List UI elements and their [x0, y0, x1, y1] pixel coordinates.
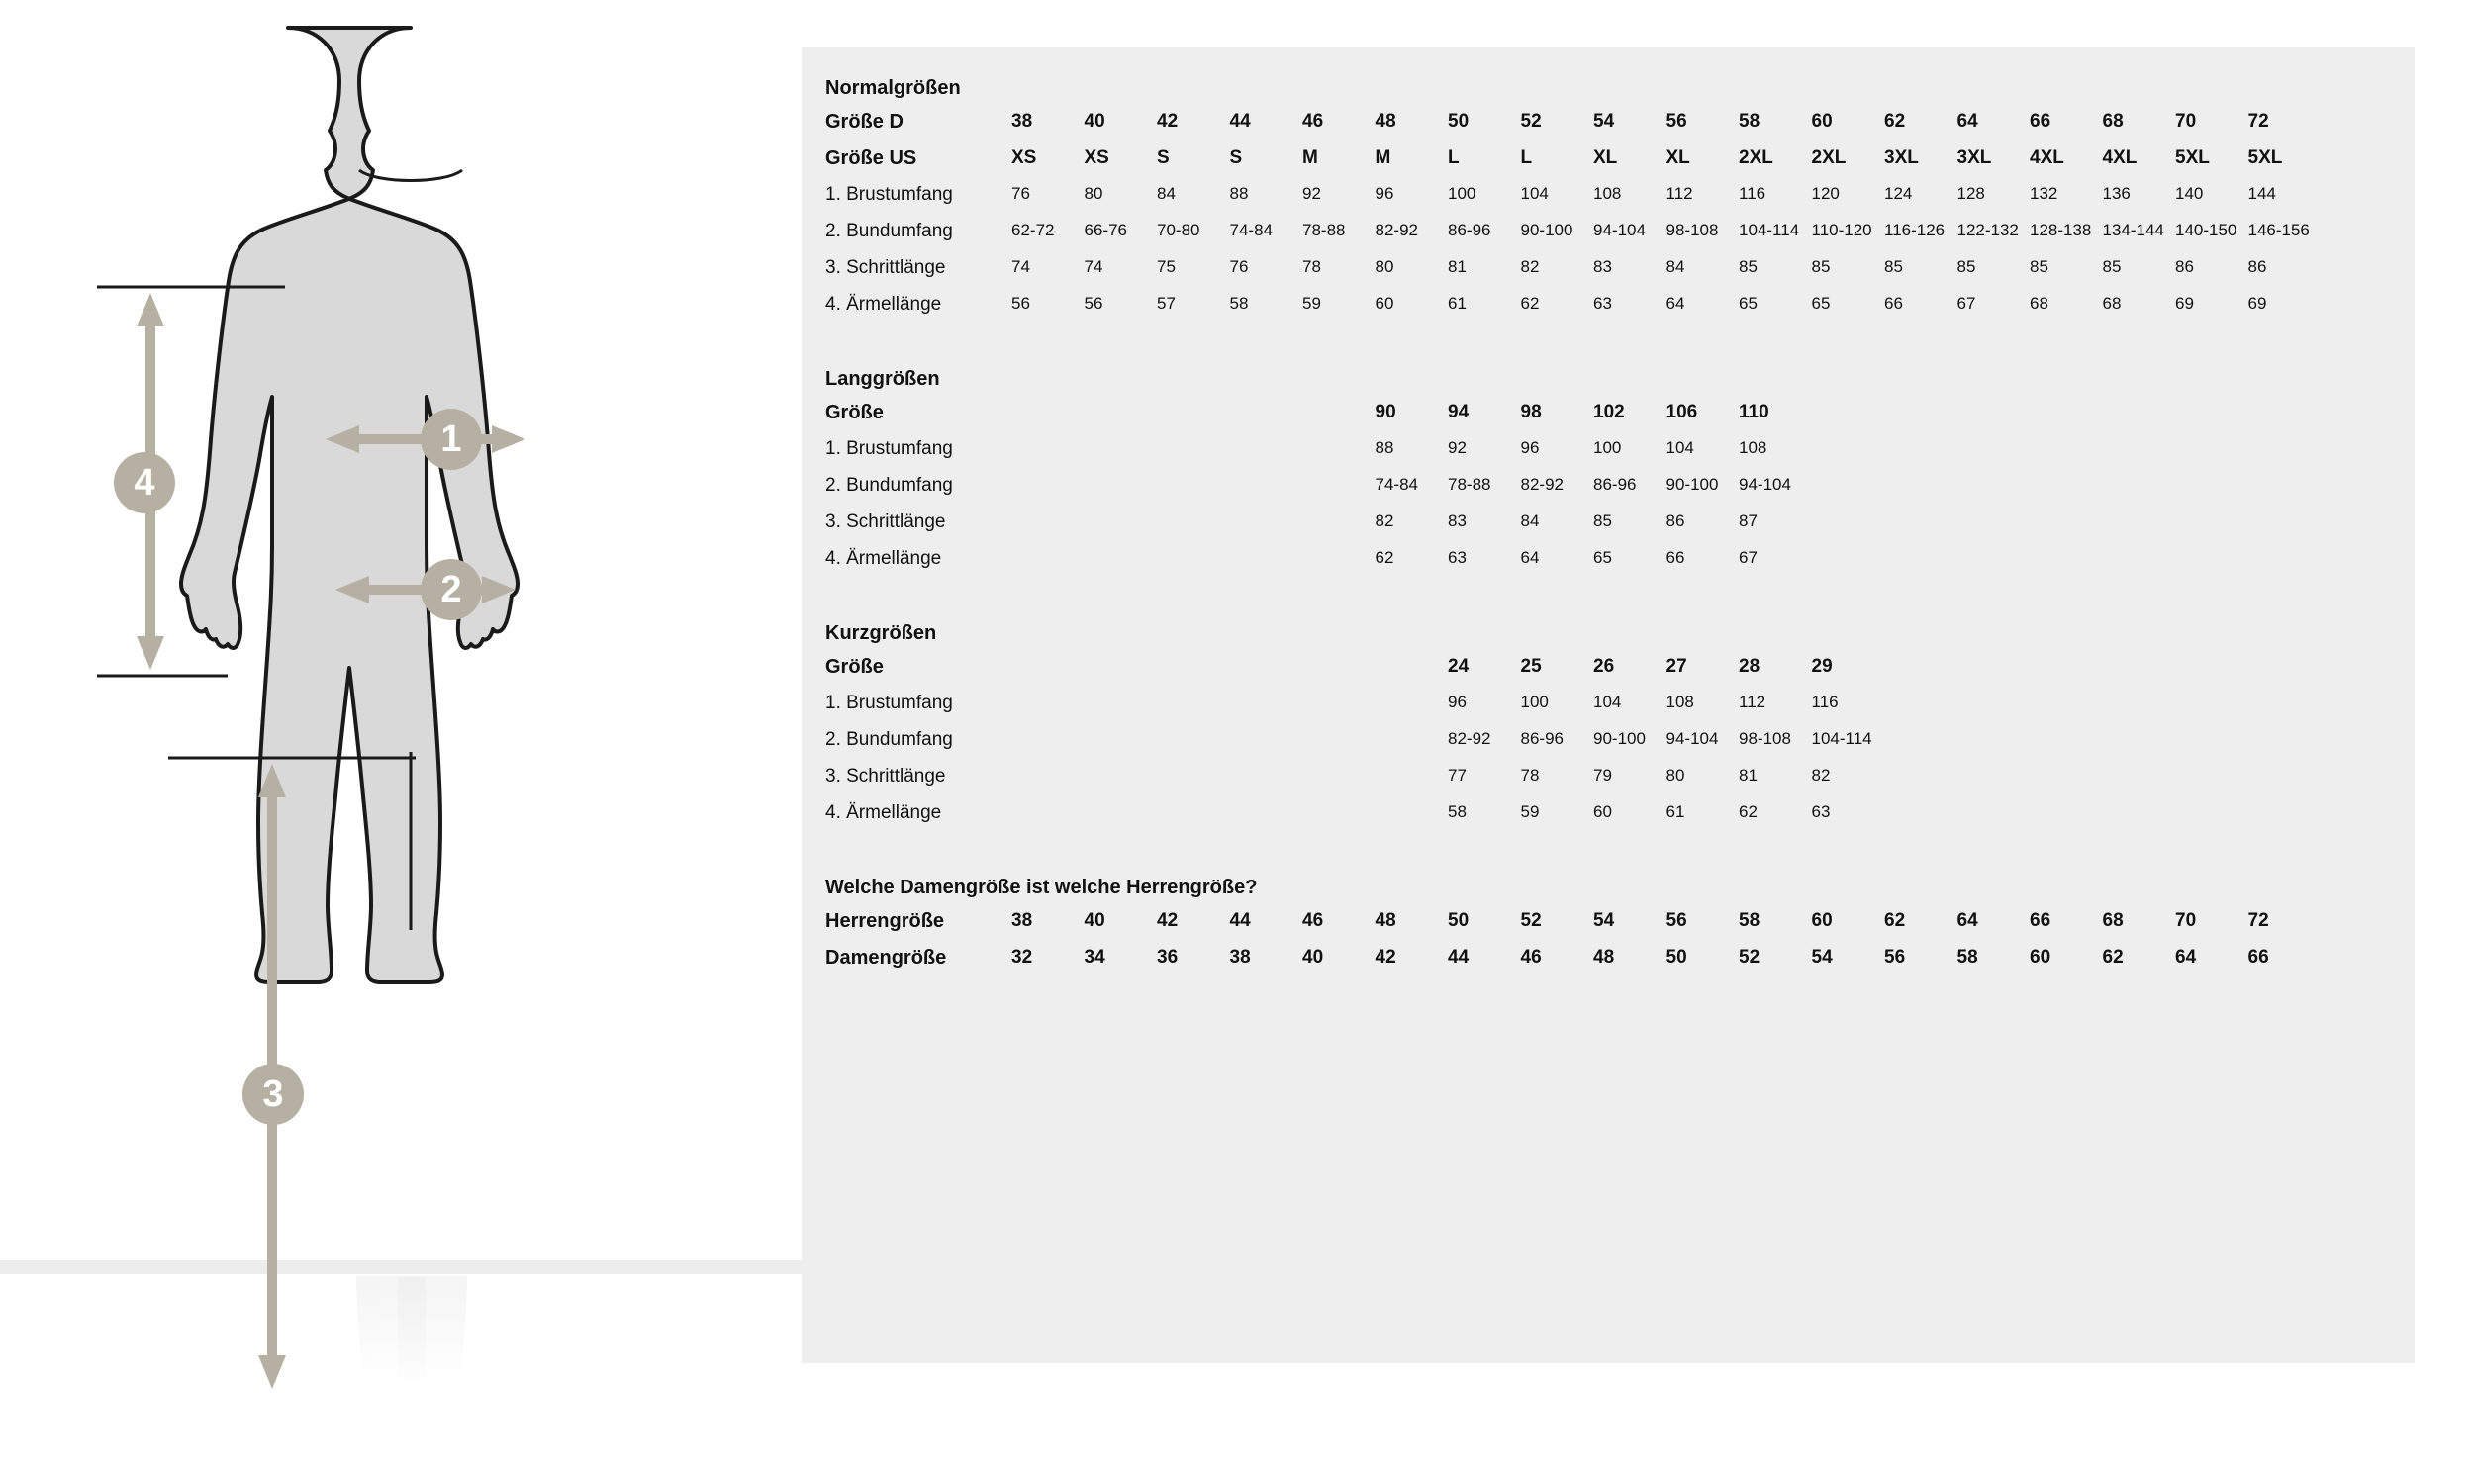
- table-cell: 5XL: [2247, 147, 2283, 168]
- table-cell: 100: [1520, 693, 1549, 711]
- table-cell: 28: [1739, 656, 1760, 677]
- table-cell: 42: [1157, 111, 1179, 132]
- figure-reflection: [356, 1276, 467, 1385]
- table-cell: 64: [2175, 947, 2197, 968]
- table-cell: 82: [1811, 766, 1831, 785]
- row-label-0-5: 4. Ärmellänge: [825, 294, 942, 315]
- table-cell: 104: [1593, 693, 1622, 711]
- table-cell: 116: [1739, 184, 1766, 203]
- row-label-1-0: Größe: [825, 402, 884, 423]
- table-cell: 3XL: [1884, 147, 1919, 168]
- table-cell: 86-96: [1448, 221, 1491, 239]
- table-cell: 96: [1375, 184, 1394, 203]
- table-cell: 38: [1011, 111, 1033, 132]
- table-cell: 4XL: [2102, 147, 2138, 168]
- table-cell: 58: [1739, 111, 1760, 132]
- row-label-1-3: 3. Schrittlänge: [825, 511, 946, 532]
- table-cell: 90: [1375, 402, 1396, 422]
- table-cell: 80: [1084, 184, 1103, 203]
- table-cell: 58: [1448, 802, 1467, 821]
- table-cell: 50: [1665, 947, 1687, 968]
- table-cell: 68: [2030, 294, 2048, 313]
- table-cell: 27: [1665, 656, 1687, 677]
- table-cell: 86: [2175, 257, 2194, 276]
- table-cell: 4XL: [2030, 147, 2064, 168]
- table-cell: 82-92: [1375, 221, 1418, 239]
- table-cell: 64: [1665, 294, 1685, 313]
- table-cell: 132: [2030, 184, 2058, 203]
- table-cell: 50: [1448, 111, 1470, 132]
- table-cell: 63: [1593, 294, 1612, 313]
- table-cell: 78-88: [1302, 221, 1346, 239]
- table-cell: XS: [1011, 147, 1037, 168]
- row-label-0-3: 2. Bundumfang: [825, 221, 953, 241]
- table-cell: 69: [2247, 294, 2267, 313]
- table-cell: 98-108: [1665, 221, 1719, 239]
- row-label-0-4: 3. Schrittlänge: [825, 257, 946, 278]
- table-cell: 94: [1448, 402, 1470, 422]
- table-cell: 96: [1520, 438, 1540, 457]
- section-title-2: Kurzgrößen: [825, 622, 937, 644]
- table-cell: 63: [1811, 802, 1831, 821]
- row-label-3-0: Herrengröße: [825, 910, 945, 932]
- table-cell: 128-138: [2030, 221, 2092, 239]
- table-cell: 32: [1011, 947, 1033, 968]
- table-cell: 81: [1448, 257, 1467, 276]
- table-cell: 59: [1302, 294, 1321, 313]
- table-cell: 64: [1520, 548, 1540, 567]
- table-cell: 62: [1520, 294, 1540, 313]
- table-cell: 3XL: [1956, 147, 1992, 168]
- row-label-2-3: 3. Schrittlänge: [825, 766, 946, 787]
- table-cell: 52: [1520, 910, 1542, 931]
- table-cell: 65: [1811, 294, 1831, 313]
- table-cell: 2XL: [1811, 147, 1847, 168]
- table-cell: 72: [2247, 910, 2269, 931]
- table-cell: L: [1448, 147, 1460, 168]
- table-cell: 76: [1229, 257, 1249, 276]
- table-cell: 82-92: [1520, 475, 1564, 494]
- table-cell: 2XL: [1739, 147, 1773, 168]
- table-cell: 84: [1157, 184, 1176, 203]
- table-cell: 62-72: [1011, 221, 1055, 239]
- table-cell: 80: [1665, 766, 1685, 785]
- table-cell: 48: [1593, 947, 1615, 968]
- table-cell: 108: [1665, 693, 1694, 711]
- table-cell: 77: [1448, 766, 1467, 785]
- table-cell: 146-156: [2247, 221, 2310, 239]
- size-tables-container: [802, 47, 2415, 1363]
- table-cell: 68: [2102, 111, 2124, 132]
- table-cell: 104-114: [1739, 221, 1800, 239]
- row-label-0-0: Größe D: [825, 111, 904, 133]
- table-cell: 84: [1665, 257, 1685, 276]
- table-cell: 85: [1956, 257, 1976, 276]
- table-cell: 87: [1739, 511, 1758, 530]
- row-label-0-1: Größe US: [825, 147, 917, 169]
- table-cell: 86-96: [1520, 729, 1564, 748]
- table-cell: 42: [1157, 910, 1179, 931]
- table-cell: 128: [1956, 184, 1985, 203]
- table-cell: 60: [1375, 294, 1394, 313]
- table-cell: 70-80: [1157, 221, 1200, 239]
- table-cell: 5XL: [2175, 147, 2210, 168]
- table-cell: 61: [1665, 802, 1685, 821]
- table-cell: 62: [1884, 111, 1906, 132]
- section-title-3: Welche Damengröße ist welche Herrengröße?: [825, 877, 1258, 898]
- table-cell: 74-84: [1229, 221, 1273, 239]
- table-cell: 76: [1011, 184, 1030, 203]
- table-cell: 64: [1956, 111, 1978, 132]
- table-cell: 48: [1375, 910, 1396, 931]
- table-cell: 60: [1811, 910, 1833, 931]
- table-cell: 66: [2247, 947, 2269, 968]
- row-label-2-2: 2. Bundumfang: [825, 729, 953, 750]
- table-cell: 82-92: [1448, 729, 1491, 748]
- table-cell: 61: [1448, 294, 1467, 313]
- table-cell: 94-104: [1739, 475, 1791, 494]
- table-cell: 78-88: [1448, 475, 1491, 494]
- table-cell: 104-114: [1811, 729, 1872, 748]
- row-label-2-4: 4. Ärmellänge: [825, 802, 942, 823]
- table-cell: 46: [1302, 111, 1324, 132]
- table-cell: 54: [1593, 111, 1615, 132]
- table-cell: 60: [1593, 802, 1612, 821]
- body-figure-illustration: [59, 0, 792, 1484]
- table-cell: 100: [1448, 184, 1476, 203]
- table-cell: 42: [1375, 947, 1396, 968]
- row-label-1-2: 2. Bundumfang: [825, 475, 953, 496]
- body-silhouette: [181, 28, 518, 982]
- table-cell: 108: [1739, 438, 1767, 457]
- table-cell: 66: [1665, 548, 1685, 567]
- table-cell: 68: [2102, 910, 2124, 931]
- table-cell: 56: [1884, 947, 1906, 968]
- table-cell: 85: [1884, 257, 1903, 276]
- table-cell: 66: [2030, 910, 2051, 931]
- table-cell: 85: [1593, 511, 1612, 530]
- table-cell: XL: [1593, 147, 1618, 168]
- table-cell: 48: [1375, 111, 1396, 132]
- table-cell: M: [1302, 147, 1318, 168]
- table-cell: 56: [1665, 910, 1687, 931]
- table-cell: 78: [1520, 766, 1540, 785]
- table-cell: M: [1375, 147, 1391, 168]
- table-cell: 69: [2175, 294, 2194, 313]
- table-cell: 94-104: [1665, 729, 1719, 748]
- table-cell: 67: [1956, 294, 1976, 313]
- section-title-1: Langgrößen: [825, 368, 940, 390]
- measurement-marker-3: 3: [242, 1064, 304, 1125]
- figure-panel: [0, 0, 792, 1484]
- table-cell: 72: [2247, 111, 2269, 132]
- table-cell: 86: [1665, 511, 1685, 530]
- table-cell: 57: [1157, 294, 1176, 313]
- table-cell: 52: [1520, 111, 1542, 132]
- table-cell: 82: [1375, 511, 1394, 530]
- table-cell: 60: [1811, 111, 1833, 132]
- table-cell: 56: [1011, 294, 1030, 313]
- table-cell: 90-100: [1520, 221, 1573, 239]
- table-cell: XL: [1665, 147, 1690, 168]
- table-cell: 120: [1811, 184, 1840, 203]
- table-cell: 112: [1665, 184, 1693, 203]
- size-tables-panel: [802, 47, 2415, 1363]
- table-cell: 54: [1593, 910, 1615, 931]
- table-cell: 108: [1593, 184, 1622, 203]
- table-cell: 58: [1739, 910, 1760, 931]
- table-cell: 65: [1593, 548, 1612, 567]
- table-cell: 38: [1229, 947, 1251, 968]
- table-cell: 98: [1520, 402, 1542, 422]
- row-label-0-2: 1. Brustumfang: [825, 184, 953, 205]
- table-cell: 65: [1739, 294, 1758, 313]
- table-cell: 75: [1157, 257, 1176, 276]
- table-cell: 104: [1665, 438, 1694, 457]
- table-cell: 85: [2102, 257, 2122, 276]
- table-cell: 106: [1665, 402, 1698, 422]
- table-cell: 78: [1302, 257, 1321, 276]
- table-cell: 59: [1520, 802, 1540, 821]
- measurement-marker-4: 4: [114, 452, 175, 513]
- table-cell: 62: [1739, 802, 1758, 821]
- table-cell: 40: [1084, 910, 1105, 931]
- table-cell: 85: [1739, 257, 1758, 276]
- measurement-marker-2: 2: [421, 559, 482, 620]
- table-cell: 124: [1884, 184, 1913, 203]
- table-cell: 70: [2175, 111, 2197, 132]
- table-cell: 46: [1520, 947, 1542, 968]
- table-cell: 64: [1956, 910, 1978, 931]
- table-cell: 60: [2030, 947, 2051, 968]
- table-cell: 54: [1811, 947, 1833, 968]
- table-cell: 136: [2102, 184, 2131, 203]
- table-cell: 74-84: [1375, 475, 1418, 494]
- table-cell: 62: [1375, 548, 1394, 567]
- table-cell: 100: [1593, 438, 1622, 457]
- table-cell: S: [1229, 147, 1243, 168]
- measurement-marker-1: 1: [421, 409, 482, 470]
- table-cell: 44: [1448, 947, 1470, 968]
- row-label-1-4: 4. Ärmellänge: [825, 548, 942, 569]
- table-cell: 38: [1011, 910, 1033, 931]
- table-cell: 122-132: [1956, 221, 2019, 239]
- table-cell: 116-126: [1884, 221, 1946, 239]
- table-cell: 81: [1739, 766, 1758, 785]
- table-cell: 104: [1520, 184, 1549, 203]
- table-cell: 67: [1739, 548, 1758, 567]
- table-cell: 66: [1884, 294, 1903, 313]
- table-cell: 40: [1302, 947, 1324, 968]
- table-cell: 140: [2175, 184, 2204, 203]
- table-cell: 29: [1811, 656, 1833, 677]
- table-cell: 102: [1593, 402, 1625, 422]
- table-cell: 36: [1157, 947, 1179, 968]
- table-cell: 88: [1229, 184, 1249, 203]
- table-cell: L: [1520, 147, 1533, 168]
- table-cell: 85: [2030, 257, 2048, 276]
- table-cell: 92: [1302, 184, 1321, 203]
- table-cell: 134-144: [2102, 221, 2164, 239]
- table-cell: 116: [1811, 693, 1839, 711]
- table-cell: 46: [1302, 910, 1324, 931]
- table-cell: 86: [2247, 257, 2267, 276]
- table-cell: 66-76: [1084, 221, 1127, 239]
- table-cell: 98-108: [1739, 729, 1791, 748]
- table-cell: XS: [1084, 147, 1109, 168]
- table-cell: 92: [1448, 438, 1467, 457]
- table-cell: 110: [1739, 402, 1769, 422]
- table-cell: 70: [2175, 910, 2197, 931]
- table-cell: 58: [1956, 947, 1978, 968]
- table-cell: 62: [1884, 910, 1906, 931]
- table-cell: 86-96: [1593, 475, 1637, 494]
- table-cell: 44: [1229, 111, 1251, 132]
- row-label-3-1: Damengröße: [825, 947, 947, 969]
- table-cell: 83: [1448, 511, 1467, 530]
- table-cell: 82: [1520, 257, 1540, 276]
- table-cell: 40: [1084, 111, 1105, 132]
- table-cell: 96: [1448, 693, 1467, 711]
- table-cell: 74: [1011, 257, 1030, 276]
- table-cell: 74: [1084, 257, 1103, 276]
- table-cell: S: [1157, 147, 1170, 168]
- table-cell: 112: [1739, 693, 1766, 711]
- table-cell: 68: [2102, 294, 2122, 313]
- table-cell: 24: [1448, 656, 1470, 677]
- table-cell: 85: [1811, 257, 1831, 276]
- table-cell: 34: [1084, 947, 1105, 968]
- row-label-1-1: 1. Brustumfang: [825, 438, 953, 459]
- table-cell: 84: [1520, 511, 1540, 530]
- row-label-2-0: Größe: [825, 656, 884, 678]
- table-cell: 58: [1229, 294, 1249, 313]
- table-cell: 50: [1448, 910, 1470, 931]
- table-cell: 62: [2102, 947, 2124, 968]
- table-cell: 83: [1593, 257, 1612, 276]
- section-title-0: Normalgrößen: [825, 77, 961, 99]
- table-cell: 140-150: [2175, 221, 2237, 239]
- table-cell: 66: [2030, 111, 2051, 132]
- table-cell: 26: [1593, 656, 1615, 677]
- table-cell: 56: [1665, 111, 1687, 132]
- table-cell: 90-100: [1665, 475, 1719, 494]
- table-cell: 80: [1375, 257, 1394, 276]
- table-cell: 56: [1084, 294, 1103, 313]
- table-cell: 25: [1520, 656, 1542, 677]
- row-label-2-1: 1. Brustumfang: [825, 693, 953, 713]
- table-cell: 94-104: [1593, 221, 1646, 239]
- table-cell: 88: [1375, 438, 1394, 457]
- table-cell: 144: [2247, 184, 2276, 203]
- table-cell: 90-100: [1593, 729, 1646, 748]
- table-cell: 52: [1739, 947, 1760, 968]
- table-cell: 44: [1229, 910, 1251, 931]
- table-cell: 63: [1448, 548, 1467, 567]
- table-cell: 110-120: [1811, 221, 1872, 239]
- table-cell: 79: [1593, 766, 1612, 785]
